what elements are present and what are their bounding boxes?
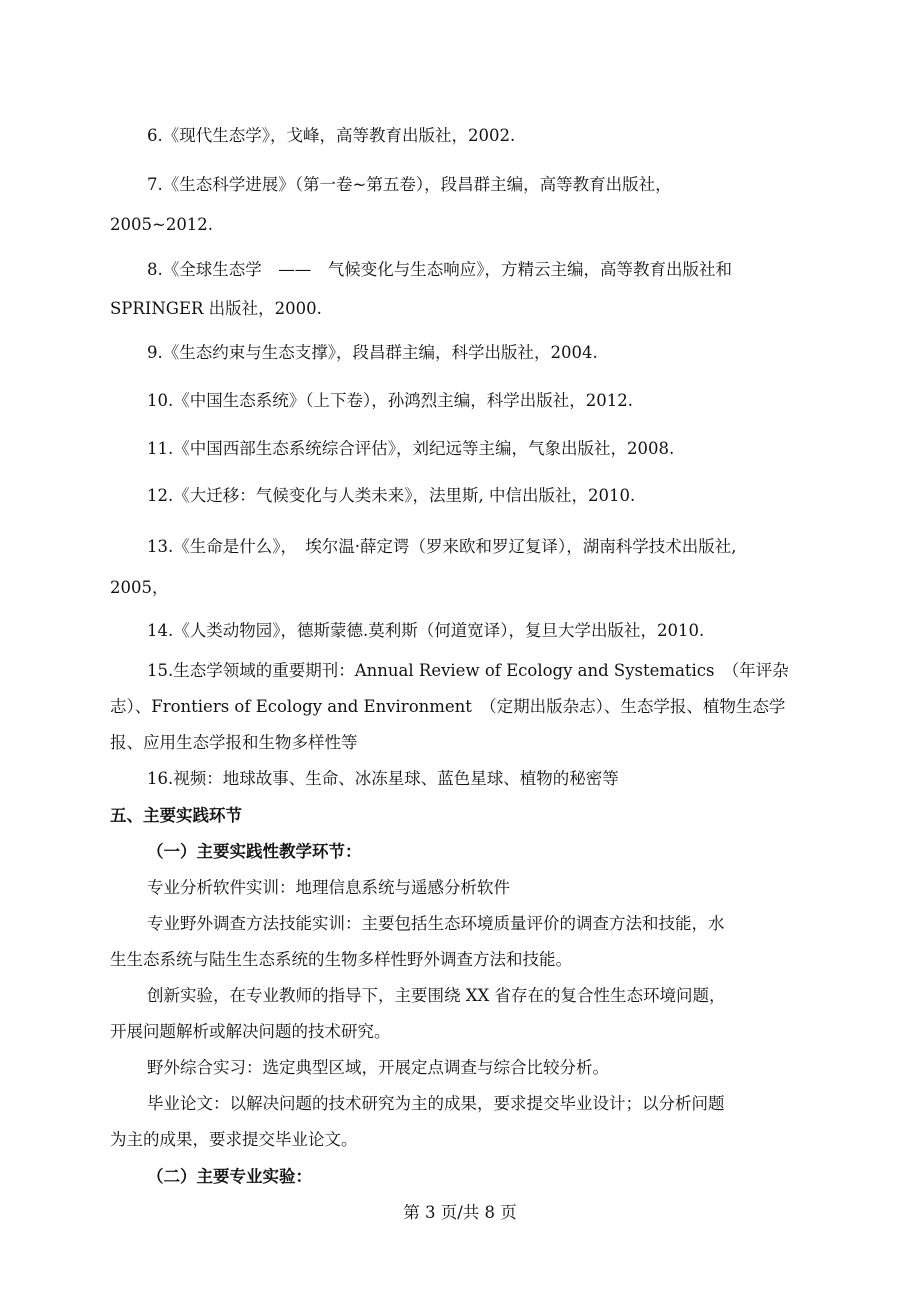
reference-15-continued: 志）、Frontiers of Ecology and Environment （定期出版杂志）、生态学报、植物生态学 (110, 697, 786, 716)
reference-15-continued: 报、应用生态学报和生物多样性等 (110, 733, 358, 752)
paragraph-continued: 开展问题解析或解决问题的技术研究。 (110, 1022, 391, 1041)
reference-15: 15.生态学领域的重要期刊：Annual Review of Ecology and Systematics （年评杂 (147, 661, 789, 680)
reference-14: 14.《人类动物园》，德斯蒙德.莫利斯（何道宽译），复旦大学出版社，2010. (147, 621, 705, 640)
reference-8-continued: SPRINGER 出版社，2000. (110, 299, 322, 318)
paragraph-continued: 生生态系统与陆生生态系统的生物多样性野外调查方法和技能。 (110, 950, 572, 969)
paragraph: 野外综合实习：选定典型区域，开展定点调查与综合比较分析。 (147, 1058, 609, 1077)
page-number: 第 3 页/共 8 页 (403, 1203, 517, 1222)
reference-11: 11.《中国西部生态系统综合评估》，刘纪远等主编，气象出版社，2008. (147, 439, 675, 458)
paragraph: 专业野外调查方法技能实训：主要包括生态环境质量评价的调查方法和技能，水 (147, 914, 725, 933)
paragraph: 创新实验，在专业教师的指导下，主要围绕 XX 省存在的复合性生态环境问题， (147, 986, 726, 1005)
reference-16: 16.视频：地球故事、生命、冰冻星球、蓝色星球、植物的秘密等 (147, 769, 619, 788)
subsection-heading: （二）主要专业实验： (147, 1167, 312, 1186)
reference-9: 9.《生态约束与生态支撑》，段昌群主编，科学出版社，2004. (147, 343, 598, 362)
paragraph: 专业分析软件实训：地理信息系统与遥感分析软件 (147, 878, 510, 897)
reference-7: 7.《生态科学进展》（第一卷~第五卷），段昌群主编，高等教育出版社， (147, 175, 672, 194)
reference-8: 8.《全球生态学 —— 气候变化与生态响应》，方精云主编，高等教育出版社和 (147, 260, 732, 279)
reference-13-continued: 2005， (110, 578, 169, 597)
section-heading: 五、主要实践环节 (110, 806, 242, 825)
reference-10: 10.《中国生态系统》（上下卷），孙鸿烈主编，科学出版社，2012. (147, 391, 633, 410)
paragraph: 毕业论文：以解决问题的技术研究为主的成果，要求提交毕业设计；以分析问题 (147, 1094, 725, 1113)
subsection-heading: （一）主要实践性教学环节： (147, 842, 362, 861)
reference-13: 13.《生命是什么》， 埃尔温·薛定谔（罗来欧和罗辽复译），湖南科学技术出版社, (147, 537, 737, 556)
reference-12: 12.《大迁移：气候变化与人类未来》，法里斯, 中信出版社，2010. (147, 486, 636, 505)
reference-7-continued: 2005~2012. (110, 215, 214, 234)
reference-6: 6.《现代生态学》，戈峰，高等教育出版社，2002. (147, 126, 516, 145)
paragraph-continued: 为主的成果，要求提交毕业论文。 (110, 1130, 358, 1149)
